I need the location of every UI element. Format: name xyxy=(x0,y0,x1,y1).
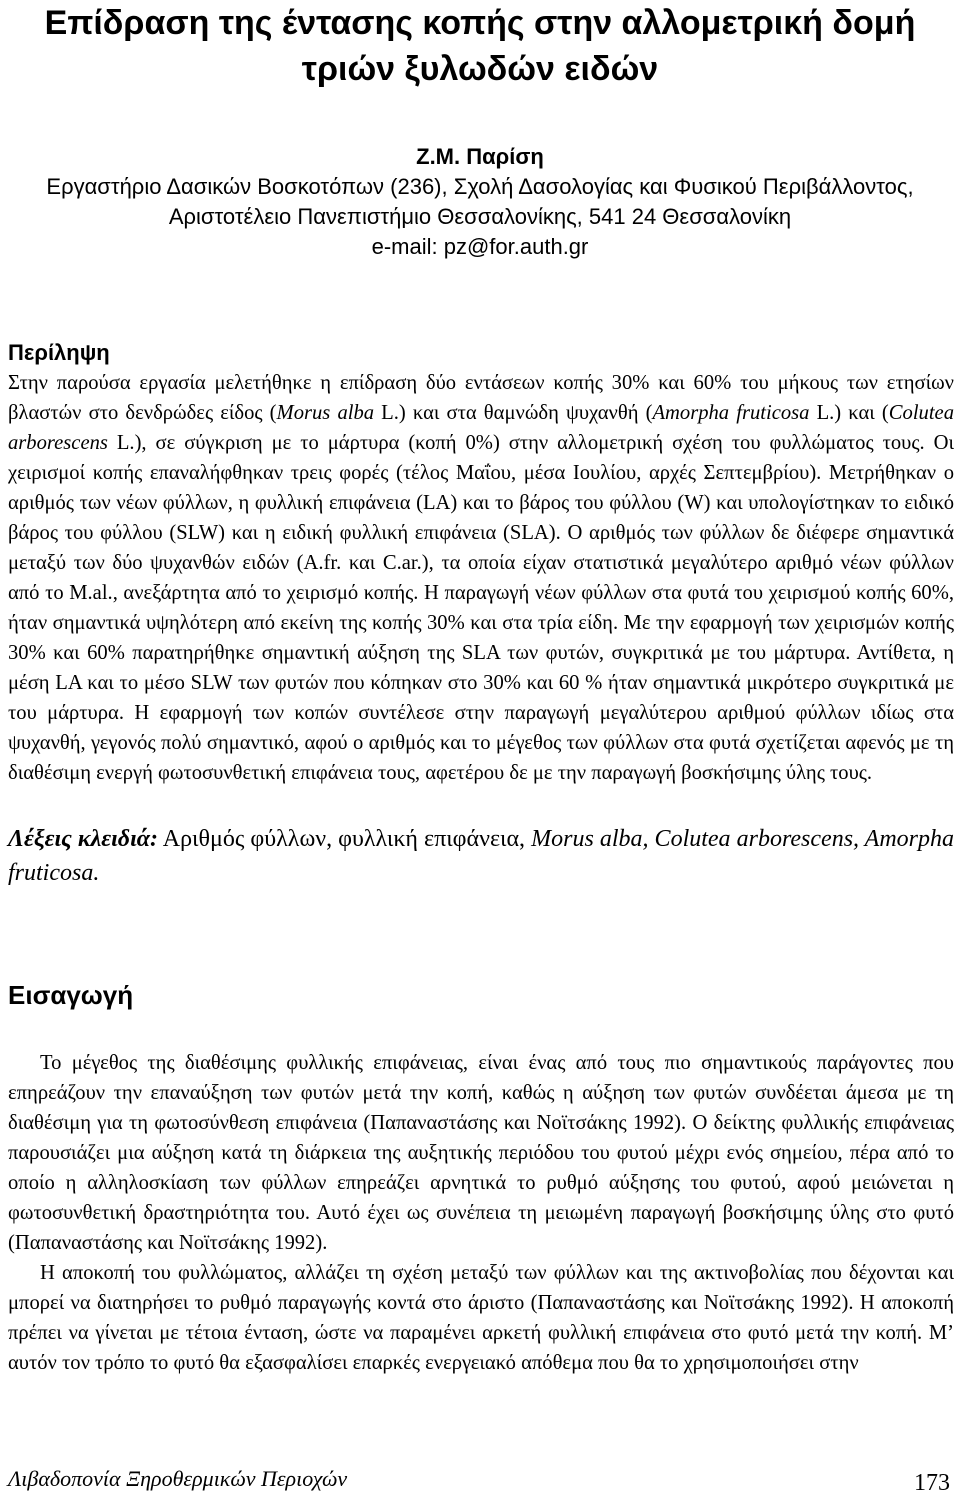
page-number: 173 xyxy=(914,1470,950,1496)
abstract-part: L.), σε σύγκριση με το μάρτυρα (κοπή 0%) στην αλλομετρική σχέση του φυλλώματος τους. Οι χειρισμοί κοπής επαναλήφθηκαν τρεις φορές (τέλος Μαΐου, μέσα Ιουλίου, αρχές Σεπτεμβρίου). Μετρήθηκαν ο αριθμός των νέων φύλλων, η φυλλική επιφάνεια (LA) και το βάρος του φύλλου (W) και υπολογίστηκαν το ειδικό βάρος του φύλλου (SLW) και η ειδική φυλλική επιφάνεια (SLA). Ο αριθμός των φύλλων δε διέφερε σημαντικά μεταξύ των δύο ψυχανθών ειδών (A.fr. και C.ar.), τα οποία είχαν στατιστικά μεγαλύτερο αριθμό νέων φύλλων από το M.al., ανεξάρτητα από το χειρισμό κοπής. Η παραγωγή νέων φύλλων στα φυτά του χειρισμού κοπής 60%, ήταν σημαντικά υψηλότερη από εκείνη της κοπής 30% και στα τρία είδη. Με την εφαρμογή των χειρισμών κοπής 30% και 60% παρατηρήθηκε σημαντική αύξηση της SLA των φυτών, συγκριτικά με του μάρτυρα. Αντίθετα, η μέση LA και το μέσο SLW των φυτών που κόπηκαν στο 30% και 60 % ήταν σημαντικά μικρότερο συγκριτικά με του μάρτυρα. Η εφαρμογή των κοπών συντέλεσε στην παραγωγή μεγαλύτερου αριθμού φύλλων ιδίως στα ψυχανθή, γεγονός πολύ σημαντικό, αφού ο αριθμός και το μέγεθος των φύλλων στα φυτά σχετίζεται αφενός με τη διαθέσιμη ενεργή φωτοσυνθετική επιφάνεια τους, αφετέρου δε με την παραγωγή βοσκήσιμης ύλης τους. xyxy=(8,432,954,784)
keywords-label: Λέξεις κλειδιά: xyxy=(8,826,159,852)
abstract-text xyxy=(8,368,954,788)
keywords-species: Morus alba, Colutea arborescens, Amorpha fruticosa. xyxy=(8,826,954,886)
species-name: Colutea arborescens xyxy=(8,402,954,454)
author-email[interactable]: e-mail: pz@for.auth.gr xyxy=(371,234,589,259)
author-name: Ζ.Μ. Παρίση xyxy=(416,144,544,169)
paper-title xyxy=(0,0,960,92)
species-name: Amorpha fruticosa xyxy=(652,402,810,424)
title-line-2: τριών ξυλωδών ειδών xyxy=(301,50,659,88)
introduction-body xyxy=(8,1048,954,1378)
abstract-heading: Περίληψη xyxy=(8,340,110,365)
author-block xyxy=(0,142,960,262)
intro-paragraph: Το μέγεθος της διαθέσιμης φυλλικής επιφάνειας, είναι ένας από τους πιο σημαντικούς παράγοντες που επηρεάζουν την επαναύξηση των φυτών μετά την κοπή, καθώς η αύξηση των φυτών συνδέεται άμεσα με τη διαθέσιμη για τη φωτοσύνθεση επιφάνεια (Παπαναστάσης και Νοϊτσάκης 1992). Ο δείκτης φυλλικής επιφάνειας παρουσιάζει μια αύξηση κατά τη διάρκεια της αυξητικής περιόδου του φυτού μέχρι ενός σημείου, πέρα από το οποίο η αλληλοσκίαση των φύλλων επηρεάζει αρνητικά το ρυθμό αύξησης του φυτού, αφού μειώνεται η φωτοσυνθετική δραστηριότητα του. Αυτό έχει ως συνέπεια τη μειωμένη παραγωγή βοσκήσιμης ύλης στο φυτό (Παπαναστάσης και Νοϊτσάκης 1992). xyxy=(8,1052,954,1254)
intro-paragraph: Η αποκοπή του φυλλώματος, αλλάζει τη σχέση μεταξύ των φύλλων και της ακτινοβολίας που δέχονται και μπορεί να διατηρήσει το ρυθμό παραγωγής κοντά στο άριστο (Παπαναστάσης και Νοϊτσάκης 1992). Η αποκοπή πρέπει να γίνεται με τέτοια ένταση, ώστε να παραμένει αρκετή φυλλική επιφάνεια στο φυτό μετά την κοπή. Μ’ αυτόν τον τρόπο το φυτό θα εξασφαλίσει επαρκές ενεργειακό απόθεμα που θα το χρησιμοποιήσει στην xyxy=(8,1262,954,1374)
affiliation-line-2: Αριστοτέλειο Πανεπιστήμιο Θεσσαλονίκης, 541 24 Θεσσαλονίκη xyxy=(168,204,792,229)
journal-footer: Λιβαδοπονία Ξηροθερμικών Περιοχών xyxy=(8,1466,348,1491)
affiliation-line-1: Εργαστήριο Δασικών Βοσκοτόπων (236), Σχολή Δασολογίας και Φυσικού Περιβάλλοντος, xyxy=(46,174,914,199)
title-line-1: Επίδραση της έντασης κοπής στην αλλομετρική δομή xyxy=(44,4,916,42)
abstract-part: L.) και ( xyxy=(809,402,889,424)
abstract-part: Στην παρούσα εργασία μελετήθηκε η επίδραση δύο εντάσεων κοπής 30% και 60% του μήκους των ετησίων βλαστών στο δενδρώδες είδος ( xyxy=(8,372,954,424)
species-name: Morus alba xyxy=(276,402,375,424)
introduction-heading: Εισαγωγή xyxy=(8,980,134,1010)
abstract-part: L.) και στα θαμνώδη ψυχανθή ( xyxy=(374,402,653,424)
keywords-text: Αριθμός φύλλων, φυλλική επιφάνεια, xyxy=(158,826,532,852)
keywords xyxy=(8,822,954,890)
